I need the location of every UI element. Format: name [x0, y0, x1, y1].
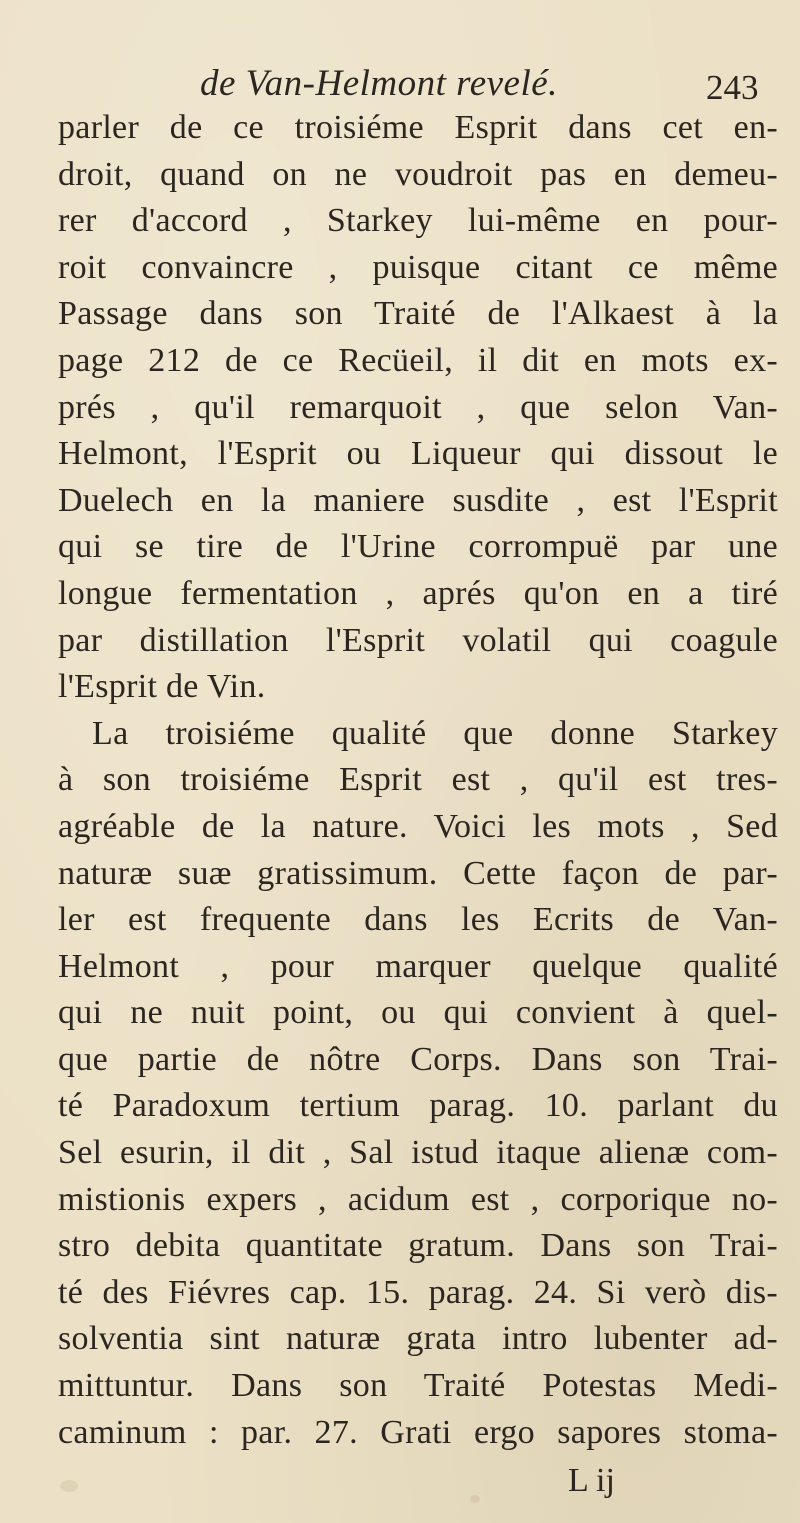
- text-line: par distillation l'Esprit volatil qui coagule: [58, 621, 778, 659]
- text-line: agréable de la nature. Voici les mots , Sed: [58, 807, 778, 845]
- page-number: 243: [706, 68, 759, 107]
- text-line: parler de ce troisiéme Esprit dans cet en-: [58, 109, 778, 146]
- text-line: naturæ suæ gratissimum. Cette façon de par-: [58, 854, 778, 892]
- text-line: La troisiéme qualité que donne Starkey: [92, 714, 778, 752]
- text-line: Helmont , pour marquer quelque qualité: [58, 947, 778, 985]
- text-line: Duelech en la maniere susdite , est l'Esprit: [58, 481, 778, 519]
- signature-mark: L ij: [568, 1462, 615, 1499]
- text-line: té des Fiévres cap. 15. parag. 24. Si verò dis-: [58, 1273, 778, 1311]
- text-line: longue fermentation , aprés qu'on en a tiré: [58, 574, 778, 612]
- paper-stain: [60, 1480, 78, 1492]
- body-text: [58, 105, 778, 1456]
- text-line: rer d'accord , Starkey lui-même en pour-: [58, 202, 778, 240]
- text-line: page 212 de ce Recüeil, il dit en mots ex-: [58, 341, 778, 379]
- text-line: té Paradoxum tertium parag. 10. parlant du: [58, 1087, 778, 1125]
- text-line: droit, quand on ne voudroit pas en demeu-: [58, 155, 778, 193]
- text-line: que partie de nôtre Corps. Dans son Trai-: [58, 1040, 778, 1078]
- text-line: mistionis expers , acidum est , corporique no-: [58, 1180, 778, 1218]
- text-line: prés , qu'il remarquoit , que selon Van-: [58, 388, 778, 426]
- text-line: ler est frequente dans les Ecrits de Van-: [58, 901, 778, 939]
- text-line: solventia sint naturæ grata intro lubenter ad-: [58, 1320, 778, 1358]
- text-line: mittuntur. Dans son Traité Potestas Medi-: [58, 1367, 778, 1405]
- running-title: de Van-Helmont revelé.: [200, 63, 558, 104]
- text-line: stro debita quantitate gratum. Dans son Trai-: [58, 1227, 778, 1265]
- text-line: qui se tire de l'Urine corrompuë par une: [58, 528, 778, 566]
- text-line: à son troisiéme Esprit est , qu'il est tres-: [58, 761, 778, 799]
- text-line: caminum : par. 27. Grati ergo sapores stoma-: [58, 1413, 778, 1451]
- paper-stain: [470, 1495, 480, 1503]
- text-line: l'Esprit de Vin.: [58, 668, 266, 706]
- text-line: Passage dans son Traité de l'Alkaest à la: [58, 295, 778, 333]
- text-line: Helmont, l'Esprit ou Liqueur qui dissout le: [58, 435, 778, 473]
- text-line: roit convaincre , puisque citant ce même: [58, 248, 778, 286]
- text-line: Sel esurin, il dit , Sal istud itaque alienæ com-: [58, 1134, 778, 1172]
- text-line: qui ne nuit point, ou qui convient à quel-: [58, 994, 778, 1032]
